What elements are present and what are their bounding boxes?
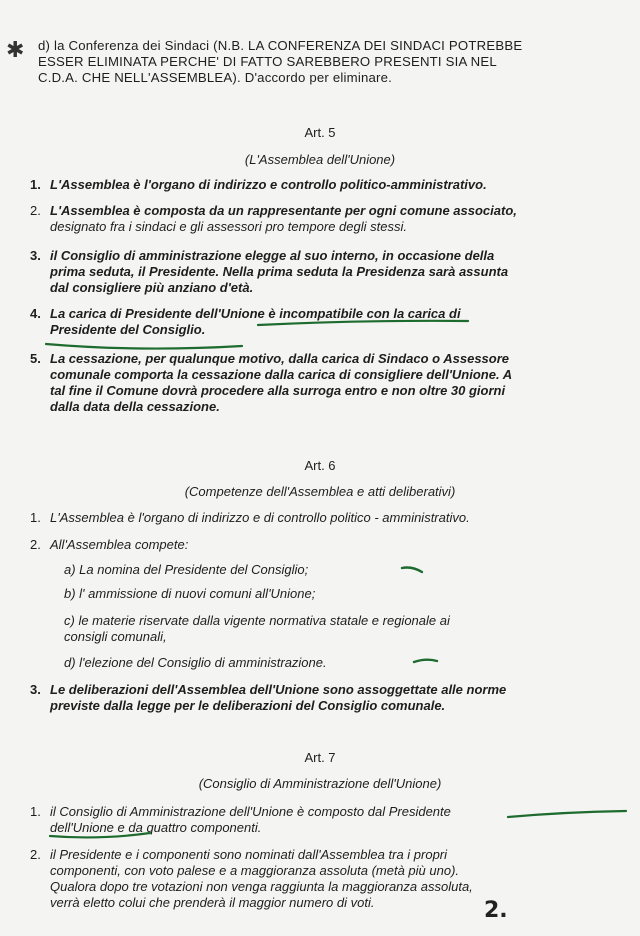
item-number: 2. [30,203,41,218]
item-line: dell'Unione e da quattro componenti. [50,820,262,835]
item-line: La cessazione, per qualunque motivo, dalla carica di Sindaco o Assessore [50,351,510,366]
item-line: previste dalla legge per le deliberazioni del Consiglio comunale. [50,698,446,713]
subitem-line: a) La nomina del Presidente del Consiglio; [64,562,309,577]
art5-subtitle: (L'Assemblea dell'Unione) [244,152,396,167]
intro-line: d) la Conferenza dei Sindaci (N.B. LA CONFERENZA DEI SINDACI POTREBBE [38,38,523,53]
item-line: prima seduta, il Presidente. Nella prima seduta la Presidenza sarà assunta [50,264,509,279]
item-line: il Presidente e i componenti sono nominati dall'Assemblea tra i propri [50,847,448,862]
art7-title: Art. 7 [304,750,336,765]
item-number: 2. [30,537,41,552]
item-number: 3. [30,682,41,697]
intro-note [38,38,628,86]
intro-line: C.D.A. CHE NELL'ASSEMBLEA). D'accordo per eliminare. [38,70,393,85]
item-line: designato fra i sindaci e gli assessori pro tempore degli stessi. [50,219,407,234]
item-line: comunale comporta la cessazione dalla carica di consigliere dell'Unione. A [50,367,513,382]
item-line: Presidente del Consiglio. [50,322,206,337]
subitem-line: c) le materie riservate dalla vigente normativa statale e regionale ai [64,613,450,628]
item-line: All'Assemblea compete: [50,537,189,552]
item-line: il Consiglio di amministrazione elegge al suo interno, in occasione della [50,248,495,263]
asterisk-margin-mark: ✱ [6,38,25,63]
item-number: 1. [30,804,41,819]
item-line: verrà eletto colui che prenderà il maggior numero di voti. [50,895,375,910]
art5-title: Art. 5 [304,125,336,140]
item-line: dal consigliere più anziano d'età. [50,280,254,295]
subitem-line: consigli comunali, [64,629,167,644]
item-line: La carica di Presidente dell'Unione è incompatibile con la carica di [50,306,461,321]
item-number: 1. [30,177,41,192]
item-line: Le deliberazioni dell'Assemblea dell'Unione sono assoggettate alle norme [50,682,507,697]
art7-subtitle: (Consiglio di Amministrazione dell'Unione) [198,776,442,791]
item-line: L'Assemblea è composta da un rappresentante per ogni comune associato, [50,203,517,218]
item-line: L'Assemblea è l'organo di indirizzo e di controllo politico - amministrativo. [50,510,470,525]
art6-title: Art. 6 [304,458,336,473]
subitem-line: d) l'elezione del Consiglio di amministrazione. [64,655,327,670]
item-number: 5. [30,351,41,366]
item-line: tal fine il Comune dovrà procedere alla surroga entro e non oltre 30 giorni [50,383,506,398]
art6-subtitle: (Competenze dell'Assemblea e atti deliberativi) [184,484,456,499]
item-number: 1. [30,510,41,525]
art6-subitem-a [64,562,624,578]
item-number: 2. [30,847,41,862]
item-line: il Consiglio di Amministrazione dell'Unione è composto dal Presidente [50,804,451,819]
intro-line: ESSER ELIMINATA PERCHE' DI FATTO SAREBBERO PRESENTI SIA NEL [38,54,497,69]
handwritten-page-number: 2. [484,898,508,923]
art6-subitem-d [64,655,624,671]
item-line: Qualora dopo tre votazioni non venga raggiunta la maggioranza assoluta, [50,879,473,894]
item-line: dalla data della cessazione. [50,399,220,414]
art6-subitem-b [64,586,624,602]
item-number: 3. [30,248,41,263]
item-number: 4. [30,306,41,321]
underline-presidente-del-consiglio [46,344,242,349]
art6-subitem-c [64,613,624,645]
subitem-line: b) l' ammissione di nuovi comuni all'Unione; [64,586,316,601]
item-line: L'Assemblea è l'organo di indirizzo e controllo politico-amministrativo. [50,177,487,192]
item-line: componenti, con voto palese e a maggioranza assoluta (metà più uno). [50,863,460,878]
